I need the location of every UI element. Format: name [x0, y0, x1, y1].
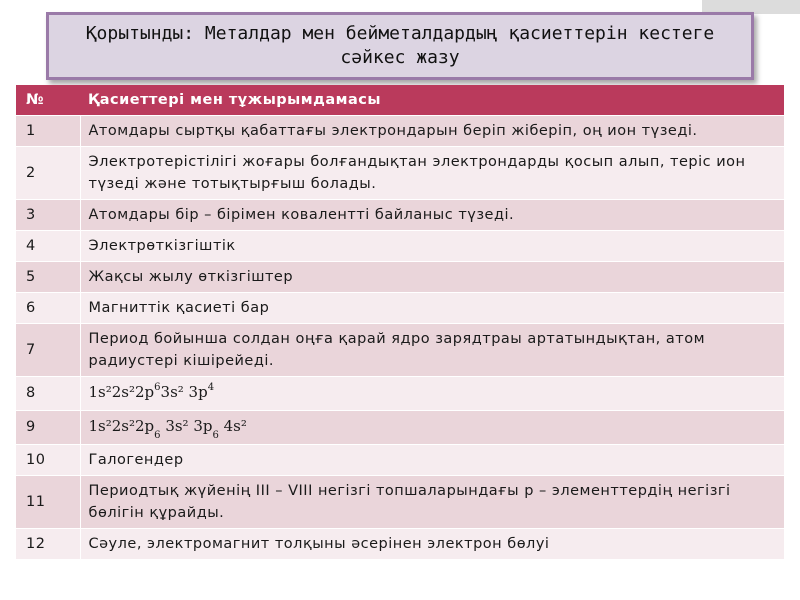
formula-subscript: 6	[154, 429, 161, 441]
table-row	[16, 410, 784, 444]
row-number: 9	[16, 410, 80, 444]
row-text: Период бойынша солдан оңға қарай ядро зарядтраы артатындықтан, атом радиустері кішірейеді.	[80, 323, 784, 376]
properties-table	[16, 85, 784, 560]
row-number: 7	[16, 323, 80, 376]
header-properties: Қасиеттері мен тұжырымдамасы	[80, 85, 784, 115]
electron-configuration	[80, 410, 784, 444]
row-number: 2	[16, 146, 80, 199]
table-header-row	[16, 85, 784, 115]
row-text: Магниттік қасиеті бар	[80, 292, 784, 323]
row-number: 8	[16, 376, 80, 410]
table-row	[16, 199, 784, 230]
row-number: 4	[16, 230, 80, 261]
title-box	[46, 12, 754, 80]
table-row	[16, 146, 784, 199]
row-number: 11	[16, 475, 80, 528]
electron-configuration	[80, 376, 784, 410]
formula-subscript: 6	[212, 429, 219, 441]
row-text: Атомдары сыртқы қабаттағы электрондарын беріп жіберіп, оң ион түзеді.	[80, 115, 784, 146]
table-row	[16, 292, 784, 323]
row-number: 12	[16, 528, 80, 559]
table-row	[16, 528, 784, 559]
table-row	[16, 444, 784, 475]
row-text: Электротерістілігі жоғары болғандықтан электрондарды қосып алып, теріс ион түзеді және тотықтырғыш болады.	[80, 146, 784, 199]
header-number: №	[16, 85, 80, 115]
row-text: Галогендер	[80, 444, 784, 475]
formula-part: 4s²	[223, 416, 247, 435]
table-row	[16, 475, 784, 528]
row-number: 5	[16, 261, 80, 292]
table-row	[16, 323, 784, 376]
formula-superscript: 6	[154, 381, 161, 393]
row-number: 6	[16, 292, 80, 323]
row-text: Периодтық жүйенің III – VIII негізгі топшаларындағы p – элементтердің негізгі бөлігін құрайды.	[80, 475, 784, 528]
row-number: 10	[16, 444, 80, 475]
slide-title: Қорытынды: Металдар мен бейметалдардың қасиеттерін кестеге сәйкес жазу	[85, 23, 715, 68]
row-number: 3	[16, 199, 80, 230]
row-text: Сәуле, электромагнит толқыны әсерінен электрон бөлуі	[80, 528, 784, 559]
row-text: Электрөткізгіштік	[80, 230, 784, 261]
table-row	[16, 376, 784, 410]
table-row	[16, 115, 784, 146]
table-row	[16, 230, 784, 261]
formula-part: 3s² 3p	[160, 382, 208, 401]
formula-part: 1s²2s²2p	[88, 382, 155, 401]
table-row	[16, 261, 784, 292]
formula-superscript: 4	[207, 381, 215, 393]
row-text: Жақсы жылу өткізгіштер	[80, 261, 784, 292]
formula-part: 3s² 3p	[165, 416, 213, 435]
formula-part: 1s²2s²2p	[88, 416, 155, 435]
row-number: 1	[16, 115, 80, 146]
row-text: Атомдары бір – бірімен ковалентті байланыс түзеді.	[80, 199, 784, 230]
